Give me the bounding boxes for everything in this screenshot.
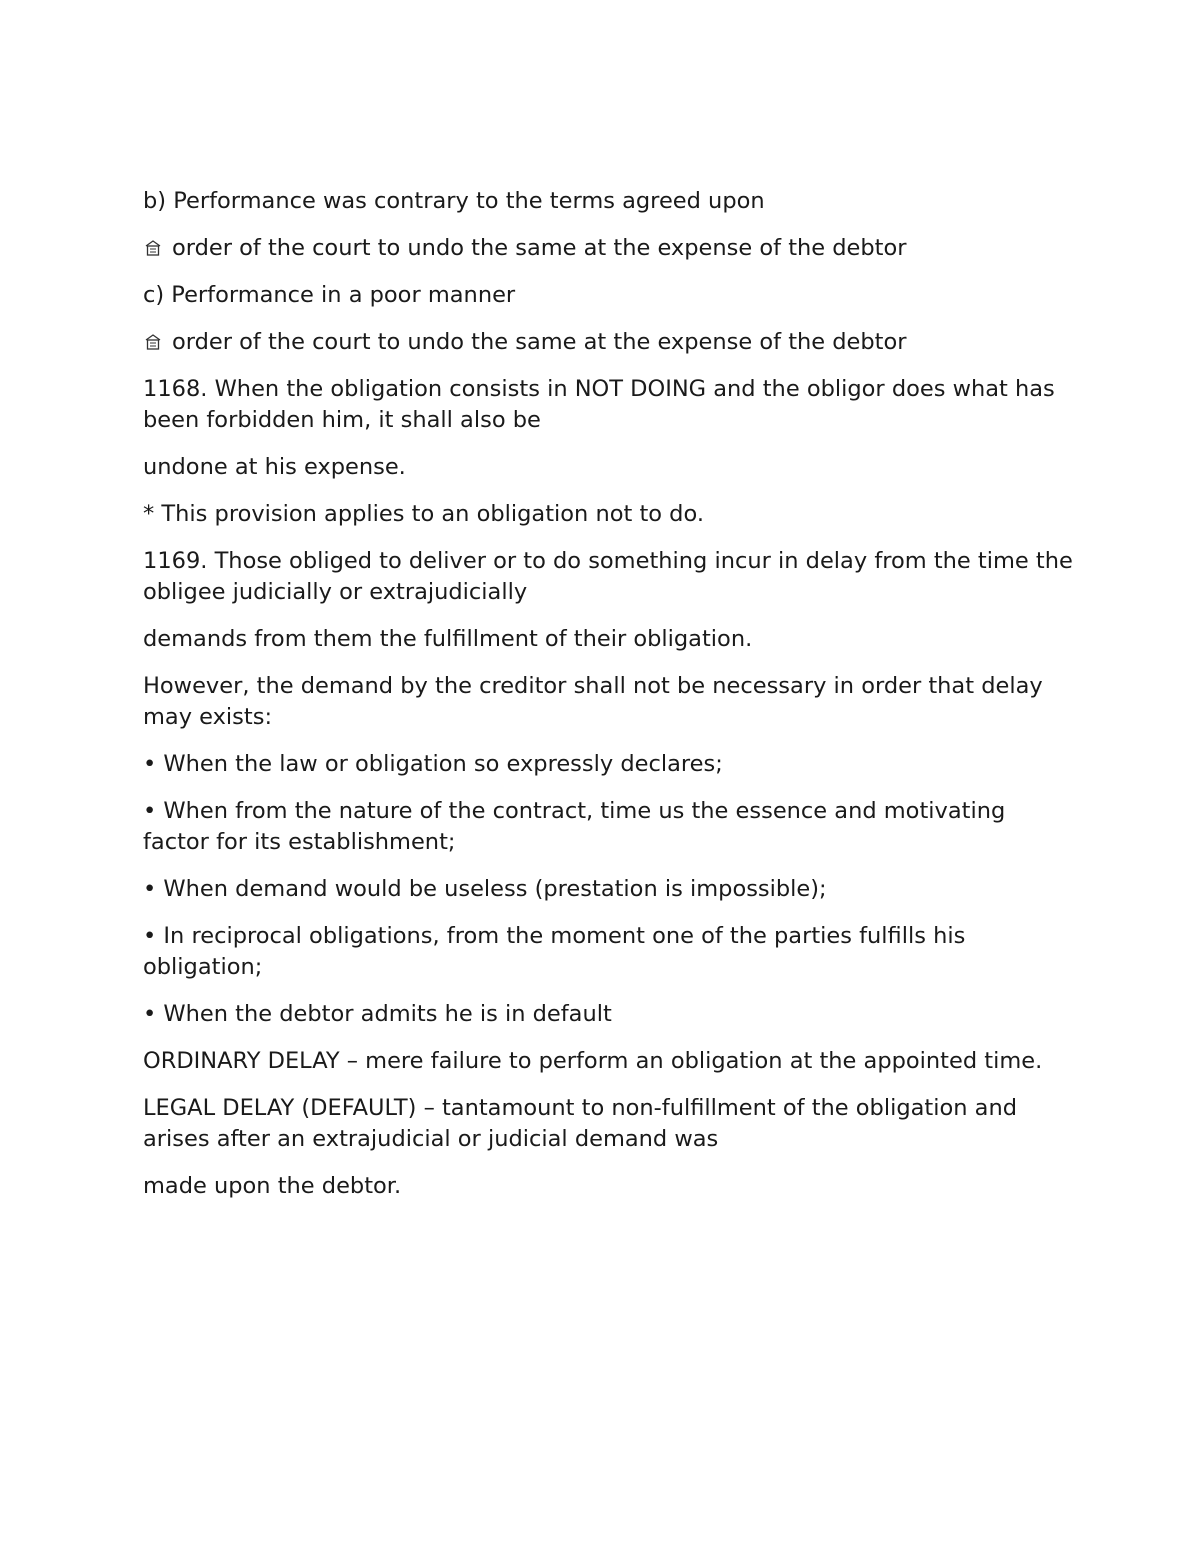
paragraph-text: order of the court to undo the same at the expense of the debtor <box>172 235 907 261</box>
paragraph-court-order-2 <box>143 327 1073 358</box>
paragraph-text: LEGAL DELAY (DEFAULT) – tantamount to non-fulfillment of the obligation and arises after an extrajudicial or judicial demand was <box>143 1095 1017 1152</box>
document-body <box>143 186 1073 1218</box>
paragraph-text: undone at his expense. <box>143 454 406 480</box>
paragraph-text: 1168. When the obligation consists in NOT DOING and the obligor does what has been forbidden him, it shall also be <box>143 376 1055 433</box>
bullet-debtor-admits <box>143 999 1073 1030</box>
paragraph-b-performance-contrary <box>143 186 1073 217</box>
page-arrow-icon <box>143 238 163 258</box>
bullet-reciprocal-obligations <box>143 921 1073 983</box>
paragraph-made-upon-debtor <box>143 1171 1073 1202</box>
paragraph-text: b) Performance was contrary to the terms agreed upon <box>143 188 765 214</box>
paragraph-court-order-1 <box>143 233 1073 264</box>
paragraph-text: order of the court to undo the same at the expense of the debtor <box>172 329 907 355</box>
paragraph-text: * This provision applies to an obligation not to do. <box>143 501 704 527</box>
paragraph-text: made upon the debtor. <box>143 1173 402 1199</box>
paragraph-text: • When the debtor admits he is in default <box>143 1001 612 1027</box>
paragraph-text: • In reciprocal obligations, from the moment one of the parties fulfills his obligation; <box>143 923 966 980</box>
paragraph-article-1168 <box>143 374 1073 436</box>
paragraph-article-1169 <box>143 546 1073 608</box>
paragraph-undone-expense <box>143 452 1073 483</box>
paragraph-text: However, the demand by the creditor shall not be necessary in order that delay may exists: <box>143 673 1043 730</box>
paragraph-text: c) Performance in a poor manner <box>143 282 516 308</box>
bullet-nature-of-contract <box>143 796 1073 858</box>
page-arrow-icon <box>143 332 163 352</box>
bullet-demand-useless <box>143 874 1073 905</box>
paragraph-text: ORDINARY DELAY – mere failure to perform an obligation at the appointed time. <box>143 1048 1043 1074</box>
paragraph-provision-note <box>143 499 1073 530</box>
paragraph-text: • When demand would be useless (prestation is impossible); <box>143 876 827 902</box>
paragraph-ordinary-delay <box>143 1046 1073 1077</box>
paragraph-text: 1169. Those obliged to deliver or to do something incur in delay from the time the obligee judicially or extrajudicially <box>143 548 1073 605</box>
paragraph-text: • When from the nature of the contract, time us the essence and motivating factor for its establishment; <box>143 798 1006 855</box>
paragraph-text: • When the law or obligation so expressly declares; <box>143 751 723 777</box>
paragraph-demands-fulfillment <box>143 624 1073 655</box>
paragraph-however-demand <box>143 671 1073 733</box>
bullet-law-declares <box>143 749 1073 780</box>
paragraph-legal-delay <box>143 1093 1073 1155</box>
paragraph-c-poor-manner <box>143 280 1073 311</box>
paragraph-text: demands from them the fulfillment of their obligation. <box>143 626 753 652</box>
